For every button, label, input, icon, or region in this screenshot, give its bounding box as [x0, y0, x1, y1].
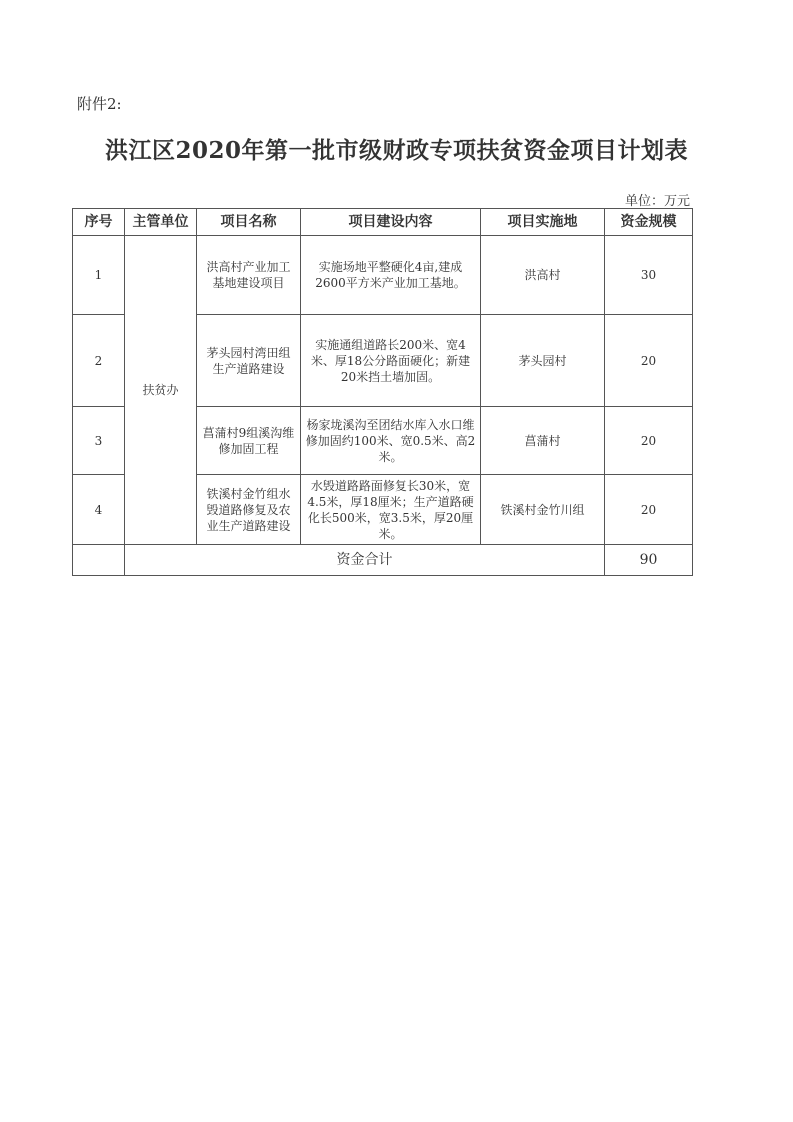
row-amount: 20 [605, 315, 693, 407]
header-project-name: 项目名称 [197, 209, 301, 236]
total-empty-cell [73, 545, 125, 576]
table-row [73, 236, 693, 315]
total-row [73, 545, 693, 576]
department-cell: 扶贫办 [125, 236, 197, 545]
header-no: 序号 [73, 209, 125, 236]
row-location: 洪高村 [481, 236, 605, 315]
row-amount: 20 [605, 475, 693, 545]
row-name: 洪高村产业加工基地建设项目 [197, 236, 301, 315]
row-location: 茅头园村 [481, 315, 605, 407]
row-content: 水毁道路路面修复长30米，宽4.5米，厚18厘米；生产道路硬化长500米，宽3.5米，厚20厘米。 [301, 475, 481, 545]
plan-table [72, 208, 693, 576]
row-name: 茅头园村湾田组生产道路建设 [197, 315, 301, 407]
row-name: 菖蒲村9组溪沟维修加固工程 [197, 407, 301, 475]
total-label: 资金合计 [125, 545, 605, 576]
row-no: 4 [73, 475, 125, 545]
row-amount: 20 [605, 407, 693, 475]
row-content: 实施场地平整硬化4亩,建成2600平方米产业加工基地。 [301, 236, 481, 315]
header-amount: 资金规模 [605, 209, 693, 236]
row-name: 铁溪村金竹组水毁道路修复及农业生产道路建设 [197, 475, 301, 545]
row-no: 1 [73, 236, 125, 315]
row-amount: 30 [605, 236, 693, 315]
attachment-label: 附件2: [77, 95, 122, 113]
header-department: 主管单位 [125, 209, 197, 236]
header-project-content: 项目建设内容 [301, 209, 481, 236]
row-location: 铁溪村金竹川组 [481, 475, 605, 545]
row-location: 菖蒲村 [481, 407, 605, 475]
row-content: 实施通组道路长200米、宽4米、厚18公分路面硬化；新建20米挡土墙加固。 [301, 315, 481, 407]
total-amount: 90 [605, 545, 693, 576]
row-content: 杨家垅溪沟至团结水库入水口维修加固约100米、宽0.5米、高2米。 [301, 407, 481, 475]
row-no: 2 [73, 315, 125, 407]
page-title: 洪江区2020年第一批市级财政专项扶贫资金项目计划表 [104, 137, 688, 164]
table-header-row [73, 209, 693, 236]
header-location: 项目实施地 [481, 209, 605, 236]
row-no: 3 [73, 407, 125, 475]
unit-label: 单位：万元 [624, 194, 690, 209]
